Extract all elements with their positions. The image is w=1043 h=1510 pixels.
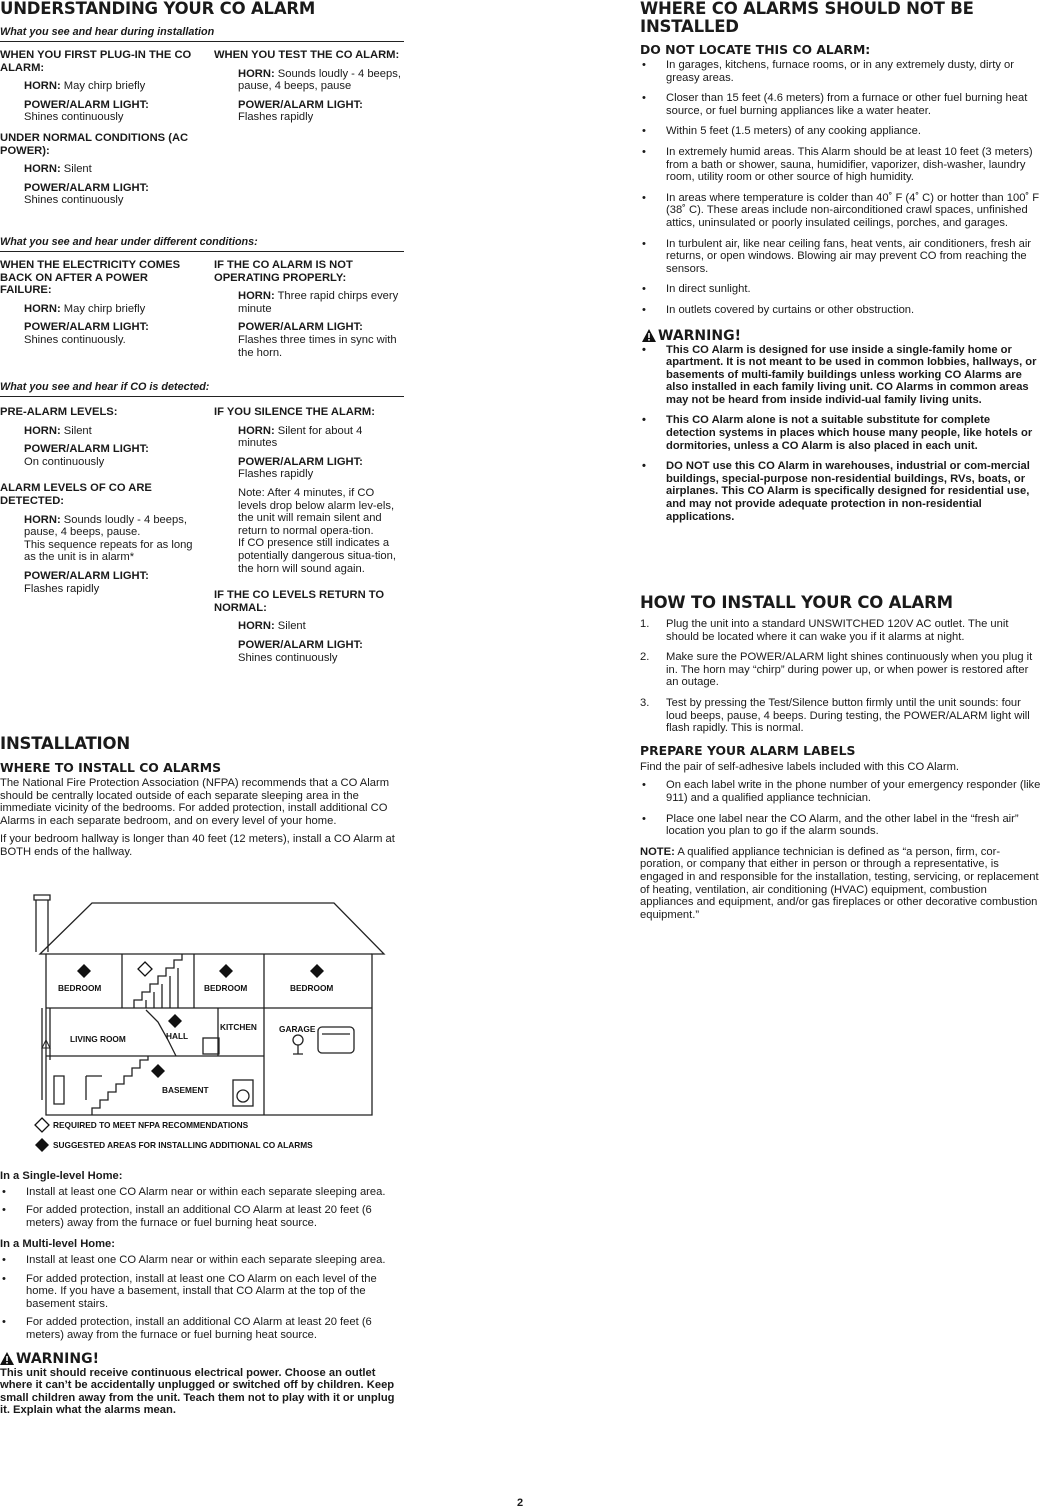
light-label: POWER/ALARM LIGHT: [24, 98, 149, 111]
do-not-locate-list [640, 59, 1042, 317]
light-label: POWER/ALARM LIGHT: [238, 455, 363, 468]
understanding-section [0, 0, 404, 207]
normal-horn: Silent [63, 163, 92, 176]
upper-stairs [134, 954, 182, 1008]
alarm-levels-horn: Sounds loudly - 4 beeps, pause, 4 beeps, pause. [24, 513, 187, 539]
first-plug-heading: WHEN YOU FIRST PLUG-IN THE CO ALARM: [0, 49, 192, 74]
list-item: • In garages, kitchens, furnace rooms, or in any extremely dusty, dirty or greasy areas. [640, 59, 1042, 84]
list-item: • Install at least one CO Alarm near or within each separate sleeping area. [0, 1254, 404, 1267]
room-label: BEDROOM [204, 983, 248, 993]
legend-suggested-label: SUGGESTED AREAS FOR INSTALLING ADDITIONAL CO ALARMS [53, 1140, 313, 1150]
step-text: Test by pressing the Test/Silence button firmly until the unit sounds: four loud beeps, pause, 4 beeps. During testing, the POWER/ALARM light will flash rapidly. This is normal. [666, 696, 1030, 735]
not-install-title: WHERE CO ALARMS SHOULD NOT BE INSTALLED [640, 0, 974, 36]
normal-light: Shines continuously [24, 194, 124, 207]
light-label: POWER/ALARM LIGHT: [24, 569, 149, 582]
list-item: • Closer than 15 feet (4.6 meters) from a furnace or other fuel burning heat source, or fuel burning appliances like a water heater. [640, 92, 1042, 117]
technician-note [640, 846, 1042, 922]
installation-para-1: The National Fire Protection Association (NFPA) recommends that a CO Alarm should be centrally located outside of each separate sleeping area in the immediate vicinity of the bedrooms. For added protection, install additional CO Alarms in each separate bedroom, and on every level of your home. [0, 777, 390, 827]
step-text: Plug the unit into a standard UNSWITCHED 120V AC outlet. The unit should be located where it can wake you if it alarms at night. [666, 618, 1009, 643]
silence-light: Flashes rapidly [238, 468, 314, 481]
understanding-title: UNDERSTANDING YOUR CO ALARM [0, 0, 316, 18]
room-label: LIVING ROOM [70, 1034, 126, 1044]
light-label: POWER/ALARM LIGHT: [24, 181, 149, 194]
room-label: GARAGE [279, 1024, 316, 1034]
light-label: POWER/ALARM LIGHT: [24, 443, 149, 456]
not-proper-horn: Three rapid chirps every minute [238, 290, 399, 315]
room-label: BASEMENT [162, 1085, 209, 1095]
list-item: • This CO Alarm alone is not a suitable substitute for complete detection systems in places which house many people, like hotels or dormitories, unless a CO Alarm is also placed in each unit. [640, 414, 1042, 452]
grill-stand [293, 1045, 303, 1054]
warning-list [640, 344, 1042, 524]
light-label: POWER/ALARM LIGHT: [238, 321, 363, 334]
warning-label: WARNING! [658, 327, 741, 344]
step-text: Make sure the POWER/ALARM light shines continuously when you plug it in. The horn may “chirp” during power up, or when power is restored after an outage. [666, 651, 1033, 689]
silence-heading: IF YOU SILENCE THE ALARM: [214, 406, 375, 418]
warning-icon [642, 329, 656, 342]
car-shape [318, 1027, 354, 1053]
list-item: • In outlets covered by curtains or other obstruction. [640, 304, 1042, 317]
horn-label: HORN: [24, 424, 61, 437]
list-item: • This CO Alarm is designed for use inside a single-family home or apartment. It is not meant to be used in common lobbies, hallways, or basements of multi-family buildings unless working CO Alarms are also installed in each family living unit. CO Alarms in common areas may not be heard from inside individ-ual family living units. [640, 344, 1042, 407]
suggested-alarm-marker [151, 1064, 165, 1078]
legend-required-label: REQUIRED TO MEET NFPA RECOMMENDATIONS [53, 1120, 249, 1130]
prealarm-heading: PRE-ALARM LEVELS: [0, 406, 118, 418]
list-item: • In direct sunlight. [640, 283, 1042, 296]
installation-title: INSTALLATION [0, 734, 130, 753]
install-subheading: What you see and hear during installation [0, 26, 404, 42]
installation-para-2: If your bedroom hallway is longer than 40 feet (12 meters), install a CO Alarm at BOTH ends of the hallway. [0, 833, 395, 858]
detected-subheading: What you see and hear if CO is detected: [0, 381, 404, 397]
list-item: 1. Plug the unit into a standard UNSWITCHED 120V AC outlet. The unit should be located where it can wake you if it alarms at night. [640, 618, 1009, 643]
list-item: • In areas where temperature is colder than 40˚ F (4˚ C) or hotter than 100˚ F (38˚ C). These areas include non-airconditioned crawl spaces, unfinished attics, uninsulated or poorly insulated ceilings, porches, and garages. [640, 192, 1042, 230]
washer-door [237, 1090, 249, 1102]
test-horn: Sounds loudly - 4 beeps, pause, 4 beeps, pause [238, 67, 401, 93]
chimney-shape [34, 895, 50, 952]
alarm-levels-heading: ALARM LEVELS OF CO ARE DETECTED: [0, 482, 152, 507]
single-level-heading: In a Single-level Home: [0, 1170, 123, 1182]
silence-horn: Silent for about 4 minutes [238, 424, 363, 450]
suggested-alarm-marker [219, 964, 233, 978]
horn-label: HORN: [24, 163, 61, 176]
not-proper-light: Flashes three times in sync with the horn. [238, 333, 397, 359]
return-light: Shines continuously [238, 651, 338, 664]
list-item: • For added protection, install an additional CO Alarm at least 20 feet (6 meters) away from the furnace or fuel burning heat source. [0, 1204, 404, 1229]
how-install-title: HOW TO INSTALL YOUR CO ALARM [640, 593, 953, 612]
labels-list [640, 779, 1042, 837]
detected-section [0, 381, 404, 664]
list-item: • In extremely humid areas. This Alarm should be at least 10 feet (3 meters) from a bath or shower, sauna, humidifier, vaporizer, dish-washer, laundry room, utility room or other source of high humidity. [640, 146, 1042, 184]
first-plug-horn: May chirp briefly [63, 80, 146, 93]
light-label: POWER/ALARM LIGHT: [238, 638, 363, 651]
list-item: • For added protection, install an additional CO Alarm at least 20 feet (6 meters) away from the furnace or fuel burning heat source. [0, 1316, 404, 1341]
list-item: • On each label write in the phone number of your emergency responder (like 911) and a qualified appliance technician. [640, 779, 1042, 804]
list-item: • Install at least one CO Alarm near or within each separate sleeping area. [0, 1186, 404, 1199]
test-light: Flashes rapidly [238, 111, 314, 124]
room-label: BEDROOM [290, 983, 334, 993]
electricity-heading: WHEN THE ELECTRICITY COMES BACK ON AFTER A POWER FAILURE: [0, 259, 181, 297]
do-not-locate-heading: DO NOT LOCATE THIS CO ALARM: [640, 42, 871, 57]
conditions-section [0, 236, 404, 359]
where-install-title: WHERE TO INSTALL CO ALARMS [0, 760, 222, 775]
light-label: POWER/ALARM LIGHT: [238, 98, 363, 111]
conditions-subheading: What you see and hear under different conditions: [0, 236, 404, 252]
warning-icon [0, 1352, 14, 1365]
horn-label: HORN: [24, 513, 61, 526]
not-install-section [640, 0, 1042, 523]
return-heading: IF THE CO LEVELS RETURN TO NORMAL: [214, 589, 385, 614]
horn-label: HORN: [238, 290, 275, 303]
silence-note-2: If CO presence still indicates a potentially dangerous situa-tion, the horn will sound again. [238, 537, 396, 575]
grill-shape [293, 1035, 303, 1045]
horn-label: HORN: [238, 424, 275, 437]
installation-section [0, 735, 404, 859]
list-item: • Within 5 feet (1.5 meters) of any cooking appliance. [640, 125, 1042, 138]
labels-title: PREPARE YOUR ALARM LABELS [640, 742, 856, 758]
alarm-levels-repeat: This sequence repeats for as long as the unit is in alarm* [24, 538, 193, 564]
list-item: • DO NOT use this CO Alarm in warehouses, industrial or com-mercial buildings, special-purpose non-residential buildings, RVs, boats, or airplanes. This CO Alarm is specifically designed for residential use, and may not provide adequate protection in non-residential applications. [640, 460, 1042, 523]
electricity-horn: May chirp briefly [63, 302, 146, 315]
required-alarm-marker [138, 962, 152, 976]
install-steps [640, 618, 1042, 735]
list-item: • In turbulent air, like near ceiling fans, heat vents, air conditioners, fresh air returns, or open windows. Blowing air may prevent CO from reaching the sensors. [640, 238, 1042, 276]
house-diagram [28, 890, 400, 1156]
single-level-list [0, 1186, 404, 1230]
note-text: A qualified appliance technician is defined as “a person, firm, cor-poration, or company that either in person or through a representative, is engaged in and responsible for the installation, testing, servicing, or replacement of heating, ventilation, air conditioning (HVAC) equipment, combustion appliances and equipment, and/or gas fireplaces or other decorative combustion equipment.” [640, 845, 1039, 921]
floor-lines [46, 1008, 372, 1056]
list-item: • For added protection, install at least one CO Alarm on each level of the home. If you have a basement, install that CO Alarm at the top of the basement stairs. [0, 1273, 404, 1311]
horn-label: HORN: [238, 620, 275, 633]
multi-level-list [0, 1254, 404, 1342]
suggested-alarm-marker [77, 964, 91, 978]
home-types-section [0, 1170, 404, 1417]
list-item: 2. Make sure the POWER/ALARM light shines continuously when you plug it in. The horn may “chirp” during power up, or when power is restored after an outage. [640, 651, 1033, 689]
installation-warning-heading [0, 1351, 404, 1367]
light-label: POWER/ALARM LIGHT: [24, 321, 149, 334]
not-proper-heading: IF THE CO ALARM IS NOT OPERATING PROPERLY: [214, 259, 353, 284]
test-heading: WHEN YOU TEST THE CO ALARM: [214, 49, 400, 61]
legend-required-marker [35, 1118, 49, 1132]
multi-level-heading: In a Multi-level Home: [0, 1238, 115, 1251]
suggested-alarm-marker [168, 1014, 182, 1028]
room-label: KITCHEN [220, 1022, 257, 1032]
room-label: HALL [166, 1031, 189, 1041]
note-label: NOTE: [640, 845, 675, 858]
list-item: • Place one label near the CO Alarm, and the other label in the “fresh air” location you plan to go if the alarm sounds. [640, 813, 1042, 838]
room-label: BEDROOM [58, 983, 102, 993]
list-item: 3. Test by pressing the Test/Silence button firmly until the unit sounds: four loud beeps, pause, 4 beeps. During testing, the POWER/ALARM light will flash rapidly. This is normal. [640, 696, 1030, 735]
electricity-light: Shines continuously. [24, 333, 126, 346]
return-horn: Silent [277, 620, 306, 633]
page-number: 2 [517, 1497, 524, 1509]
furnace-shape [54, 1076, 102, 1104]
normal-heading: UNDER NORMAL CONDITIONS (AC POWER): [0, 131, 189, 157]
lower-stairs [92, 1010, 176, 1115]
suggested-alarm-marker [310, 964, 324, 978]
roof-shape [40, 903, 384, 1115]
installation-warning-text: This unit should receive continuous electrical power. Choose an outlet where it can’t be accidentally unplugged or switched off by children. Keep small children away from the unit. Teach them not to play with it or unplug it. Explain what the alarms mean. [0, 1366, 395, 1417]
horn-label: HORN: [238, 67, 275, 80]
horn-label: HORN: [24, 302, 61, 315]
not-install-warning-heading [640, 328, 1042, 344]
horn-label: HORN: [24, 80, 61, 93]
silence-note: Note: After 4 minutes, if CO levels drop below alarm lev-els, the unit will remain silent and return to normal opera-tion. [238, 486, 395, 537]
legend-suggested-marker [35, 1138, 49, 1152]
warning-label: WARNING! [16, 1350, 99, 1367]
stove-shape [203, 1038, 219, 1054]
prealarm-horn: Silent [63, 424, 92, 437]
alarm-levels-light: Flashes rapidly [24, 582, 100, 595]
prealarm-light: On continuously [24, 455, 105, 468]
labels-intro: Find the pair of self-adhesive labels included with this CO Alarm. [640, 760, 959, 773]
first-plug-light: Shines continuously [24, 111, 124, 124]
how-install-section [640, 594, 1042, 921]
